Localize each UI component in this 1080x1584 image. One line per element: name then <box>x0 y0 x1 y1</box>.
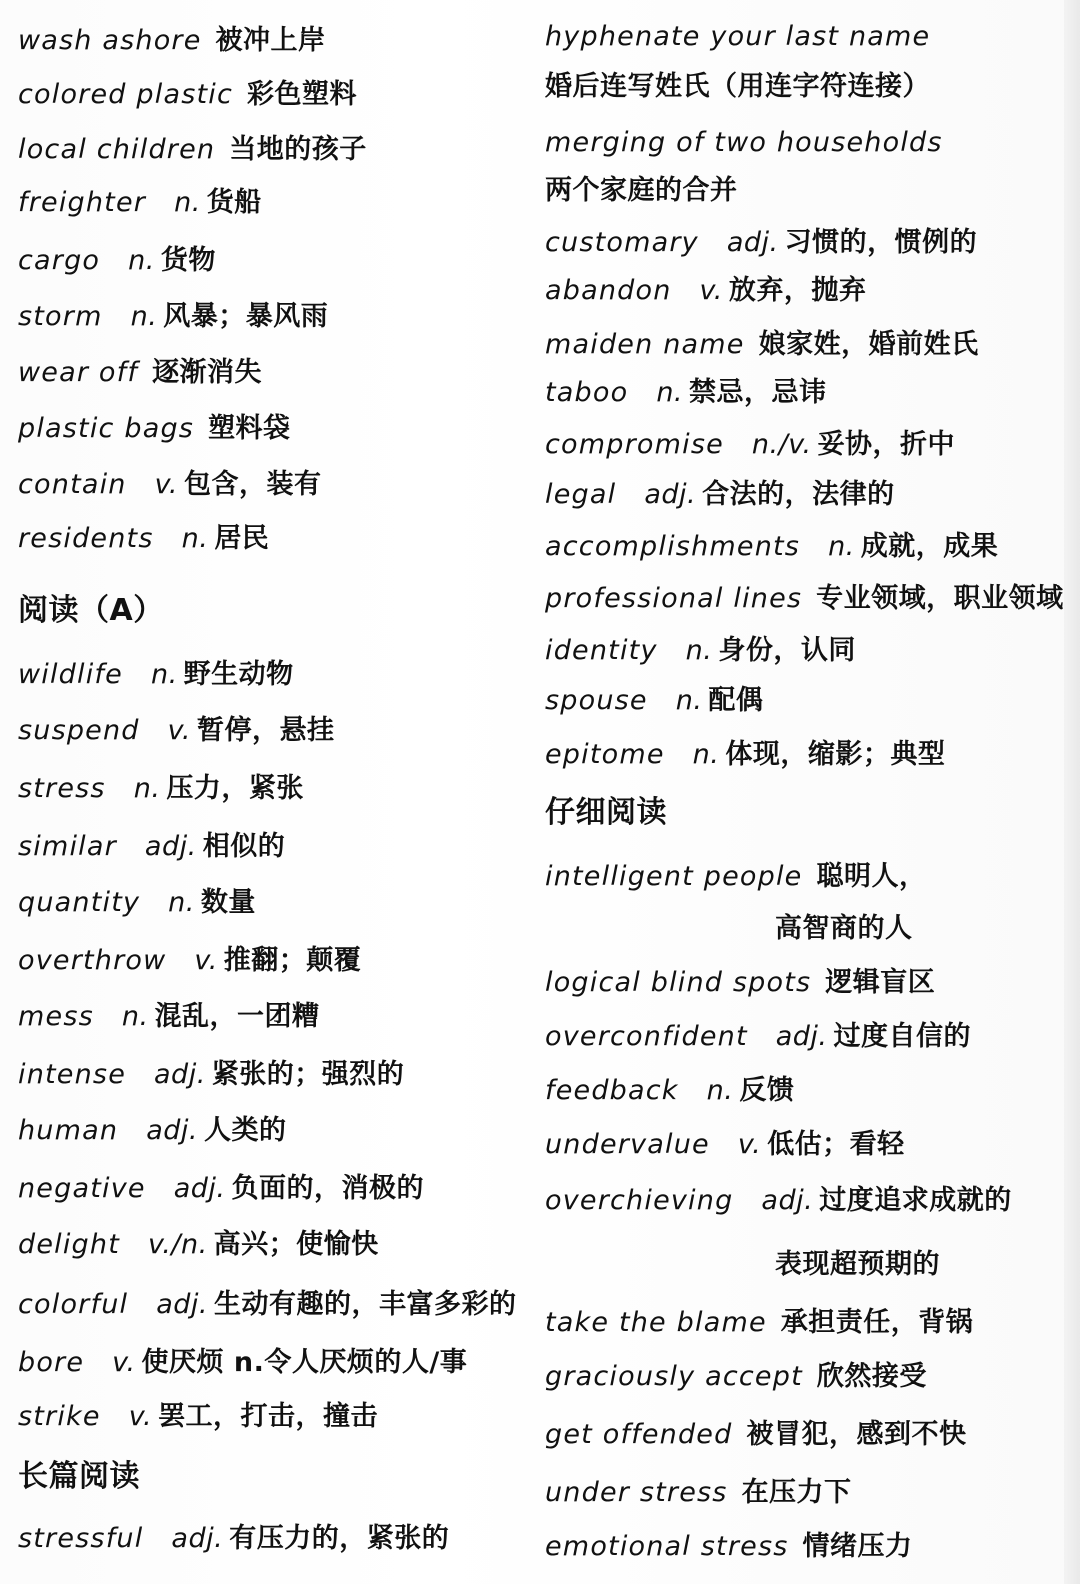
vocab-term: take the blame <box>545 1307 767 1338</box>
vocab-term: strike <box>18 1401 101 1432</box>
part-of-speech: n. <box>656 377 684 408</box>
part-of-speech: n. <box>128 245 155 276</box>
chinese-meaning: 塑料袋 <box>208 413 291 444</box>
vocab-term: mess <box>18 1001 94 1032</box>
vocab-entry <box>545 1418 966 1452</box>
vocab-entry <box>18 133 367 167</box>
part-of-speech: adj. <box>156 1289 208 1320</box>
part-of-speech: n. <box>692 739 720 770</box>
chinese-meaning: 习惯的，惯例的 <box>784 227 978 258</box>
chinese-meaning: 负面的，消极的 <box>231 1173 424 1204</box>
vocab-term: wear off <box>18 357 139 388</box>
vocab-entry <box>545 274 866 308</box>
vocab-entry <box>18 658 294 692</box>
chinese-meaning: 彩色塑料 <box>247 79 358 110</box>
left-column <box>18 0 538 1584</box>
part-of-speech: v./n. <box>148 1229 208 1260</box>
vocab-entry <box>545 1074 794 1108</box>
chinese-meaning: 逻辑盲区 <box>825 967 936 998</box>
vocab-term: logical blind spots <box>545 967 812 998</box>
section-heading: 阅读（A） <box>18 593 164 628</box>
vocab-term: delight <box>18 1229 120 1260</box>
part-of-speech: n. <box>174 187 201 218</box>
vocab-term: negative <box>18 1173 146 1204</box>
chinese-meaning: 两个家庭的合并 <box>545 175 738 206</box>
vocab-entry <box>545 1360 927 1394</box>
chinese-meaning: 被冒犯，感到不快 <box>746 1419 967 1450</box>
vocab-term: epitome <box>545 739 665 770</box>
chinese-meaning: 人类的 <box>203 1115 287 1146</box>
vocab-entry <box>18 1288 517 1322</box>
vocab-term: cargo <box>18 245 101 276</box>
vocab-term: human <box>18 1115 119 1146</box>
chinese-meaning: 暂停，悬挂 <box>197 715 335 746</box>
part-of-speech: n. <box>168 887 195 918</box>
vocab-entry <box>545 912 913 946</box>
chinese-meaning: 承担责任，背锅 <box>780 1307 974 1338</box>
vocab-term: intelligent people <box>545 861 803 892</box>
chinese-meaning: 被冲上岸 <box>215 25 326 56</box>
chinese-meaning: 生动有趣的，丰富多彩的 <box>214 1289 517 1320</box>
chinese-meaning: 低估；看轻 <box>767 1129 905 1160</box>
vocab-entry <box>18 830 285 864</box>
chinese-meaning: 禁忌，忌讳 <box>689 377 827 408</box>
chinese-meaning: 专业领域，职业领域 <box>816 583 1064 614</box>
vocab-entry <box>545 20 930 54</box>
chinese-meaning: 货物 <box>160 245 216 276</box>
part-of-speech: adj. <box>761 1185 814 1216</box>
vocab-entry <box>545 478 895 512</box>
chinese-meaning: 风暴；暴风雨 <box>163 301 329 332</box>
vocab-term: emotional stress <box>545 1531 789 1562</box>
vocab-entry <box>545 328 979 362</box>
vocab-entry <box>18 1000 320 1034</box>
part-of-speech: v. <box>128 1401 153 1432</box>
vocab-term: hyphenate your last name <box>545 21 931 52</box>
chinese-meaning: 反馈 <box>739 1075 795 1106</box>
vocab-term: storm <box>18 301 103 332</box>
chinese-meaning: 过度自信的 <box>833 1021 972 1052</box>
vocab-entry <box>545 1530 912 1564</box>
chinese-meaning: 娘家姓，婚前姓氏 <box>758 329 979 360</box>
chinese-meaning: 放弃，抛弃 <box>728 275 867 306</box>
vocab-term: feedback <box>545 1075 679 1106</box>
chinese-meaning: 有压力的，紧张的 <box>229 1523 450 1554</box>
vocab-entry <box>18 1400 378 1434</box>
vocab-entry <box>18 1114 286 1148</box>
vocab-term: freighter <box>18 187 147 218</box>
vocab-term: taboo <box>545 377 629 408</box>
part-of-speech: n. <box>133 773 161 804</box>
part-of-speech: adj. <box>171 1523 224 1554</box>
vocab-term: professional lines <box>545 583 803 614</box>
vocab-term: abandon <box>545 275 672 306</box>
chinese-meaning: 数量 <box>200 887 256 918</box>
part-of-speech: v. <box>194 945 218 976</box>
vocab-term: overthrow <box>18 945 167 976</box>
vocab-entry <box>18 1228 379 1262</box>
part-of-speech: adj. <box>726 227 779 258</box>
part-of-speech: n. <box>121 1001 149 1032</box>
vocab-entry <box>18 1058 404 1092</box>
part-of-speech: n. <box>150 659 178 690</box>
vocab-term: graciously accept <box>545 1361 803 1392</box>
vocab-entry <box>545 860 926 894</box>
vocab-entry <box>18 244 216 278</box>
chinese-meaning: 野生动物 <box>183 659 294 690</box>
vocab-entry <box>18 772 304 806</box>
part-of-speech: adj. <box>144 831 197 862</box>
vocab-entry <box>545 428 955 462</box>
chinese-meaning: 婚后连写姓氏（用连字符连接） <box>545 71 930 102</box>
chinese-meaning: 成就，成果 <box>860 531 999 562</box>
chinese-meaning: 包含，装有 <box>183 469 322 500</box>
part-of-speech: n./v. <box>751 429 812 460</box>
vocab-entry <box>545 966 935 1000</box>
vocab-entry <box>18 78 357 112</box>
vocab-entry <box>18 468 321 502</box>
vocab-entry <box>18 1522 449 1556</box>
vocab-term: stressful <box>18 1523 144 1554</box>
vocab-term: plastic bags <box>18 413 195 444</box>
vocab-entry <box>545 126 943 160</box>
vocab-entry <box>545 1248 940 1282</box>
chinese-meaning: 混乱，一团糟 <box>154 1001 320 1032</box>
vocab-term: merging of two households <box>545 127 943 158</box>
vocab-term: stress <box>18 773 106 804</box>
chinese-meaning: 配偶 <box>708 685 764 716</box>
part-of-speech: adj. <box>775 1021 828 1052</box>
vocab-term: local children <box>18 134 216 165</box>
vocab-term: customary <box>545 227 699 258</box>
vocab-entry <box>18 412 291 446</box>
chinese-meaning: 罢工，打击，撞击 <box>158 1401 379 1432</box>
chinese-meaning: 高智商的人 <box>775 913 913 944</box>
chinese-meaning: 推翻；颠覆 <box>223 945 362 976</box>
part-of-speech: adj. <box>154 1059 206 1090</box>
right-column <box>545 0 1065 1584</box>
vocab-entry <box>18 186 262 220</box>
chinese-meaning: 情绪压力 <box>802 1531 913 1562</box>
vocab-term: suspend <box>18 715 140 746</box>
section-heading: 长篇阅读 <box>18 1459 140 1494</box>
vocab-term: spouse <box>545 685 648 716</box>
chinese-meaning: 压力，紧张 <box>166 773 304 804</box>
vocab-term: wildlife <box>18 659 123 690</box>
chinese-meaning: 合法的，法律的 <box>702 479 895 510</box>
vocab-entry <box>545 174 738 208</box>
chinese-meaning: 逐渐消失 <box>152 357 263 388</box>
vocab-entry <box>18 300 328 334</box>
vocab-entry <box>18 944 361 978</box>
part-of-speech: n. <box>685 635 713 666</box>
vocab-term: contain <box>18 469 127 500</box>
vocab-entry <box>545 1020 971 1054</box>
chinese-meaning: 妥协，折中 <box>817 429 956 460</box>
vocab-entry <box>545 1476 852 1510</box>
vocab-term: identity <box>545 635 658 666</box>
vocab-term: colorful <box>18 1289 129 1320</box>
chinese-meaning: 体现，缩影；典型 <box>725 739 946 770</box>
vocab-term: overchieving <box>545 1185 734 1216</box>
chinese-meaning: 居民 <box>214 523 270 554</box>
vocab-term: similar <box>18 831 117 862</box>
vocab-entry <box>545 70 930 104</box>
part-of-speech: adj. <box>644 479 697 510</box>
page-edge-shadow <box>1064 0 1080 1584</box>
vocab-term: quantity <box>18 887 141 918</box>
part-of-speech: adj. <box>173 1173 226 1204</box>
vocab-entry <box>18 356 262 390</box>
vocab-entry <box>545 684 763 718</box>
vocab-term: wash ashore <box>18 25 202 56</box>
vocab-entry <box>545 738 945 772</box>
chinese-meaning: 表现超预期的 <box>775 1249 940 1280</box>
vocab-term: residents <box>18 523 154 554</box>
part-of-speech: v. <box>699 275 723 306</box>
vocab-entry <box>545 226 977 260</box>
vocab-entry <box>18 886 256 920</box>
chinese-meaning: 在压力下 <box>741 1477 852 1508</box>
part-of-speech: n. <box>181 523 209 554</box>
vocab-entry <box>545 1128 905 1162</box>
part-of-speech: adj. <box>146 1115 198 1146</box>
chinese-meaning: 紧张的；强烈的 <box>211 1059 405 1090</box>
chinese-meaning: 相似的 <box>202 831 286 862</box>
vocab-entry <box>545 1184 1012 1218</box>
vocab-term: overconfident <box>545 1021 748 1052</box>
chinese-meaning: 欣然接受 <box>816 1361 927 1392</box>
chinese-meaning: 聪明人， <box>816 861 927 892</box>
vocab-term: intense <box>18 1059 127 1090</box>
chinese-meaning: 货船 <box>206 187 262 218</box>
chinese-meaning: 高兴；使愉快 <box>213 1229 379 1260</box>
vocab-entry <box>18 1172 424 1206</box>
chinese-meaning: 过度追求成就的 <box>819 1185 1012 1216</box>
vocab-term: accomplishments <box>545 531 801 562</box>
vocab-term: maiden name <box>545 329 745 360</box>
chinese-meaning: 身份，认同 <box>718 635 856 666</box>
section-heading: 仔细阅读 <box>545 795 667 830</box>
vocab-entry <box>545 634 856 668</box>
vocab-entry <box>18 714 335 748</box>
vocab-term: legal <box>545 479 617 510</box>
vocab-entry <box>545 1306 973 1340</box>
part-of-speech: v. <box>167 715 192 746</box>
part-of-speech: v. <box>112 1347 136 1378</box>
part-of-speech: n. <box>675 685 703 716</box>
vocab-entry <box>545 582 1064 616</box>
part-of-speech: v. <box>154 469 178 500</box>
vocab-entry <box>18 24 326 58</box>
vocab-entry <box>545 530 998 564</box>
part-of-speech: n. <box>828 531 855 562</box>
part-of-speech: n. <box>706 1075 734 1106</box>
vocab-term: colored plastic <box>18 79 234 110</box>
part-of-speech: n. <box>130 301 158 332</box>
vocab-entry <box>18 1346 467 1380</box>
vocab-term: undervalue <box>545 1129 710 1160</box>
vocab-term: get offended <box>545 1419 733 1450</box>
vocab-term: bore <box>18 1347 85 1378</box>
vocab-entry <box>18 522 269 556</box>
chinese-meaning: 当地的孩子 <box>229 134 367 165</box>
chinese-meaning: 使厌烦 n.令人厌烦的人/事 <box>141 1347 468 1378</box>
part-of-speech: v. <box>737 1129 762 1160</box>
vocab-term: compromise <box>545 429 724 460</box>
vocab-entry <box>545 376 827 410</box>
vocab-term: under stress <box>545 1477 728 1508</box>
